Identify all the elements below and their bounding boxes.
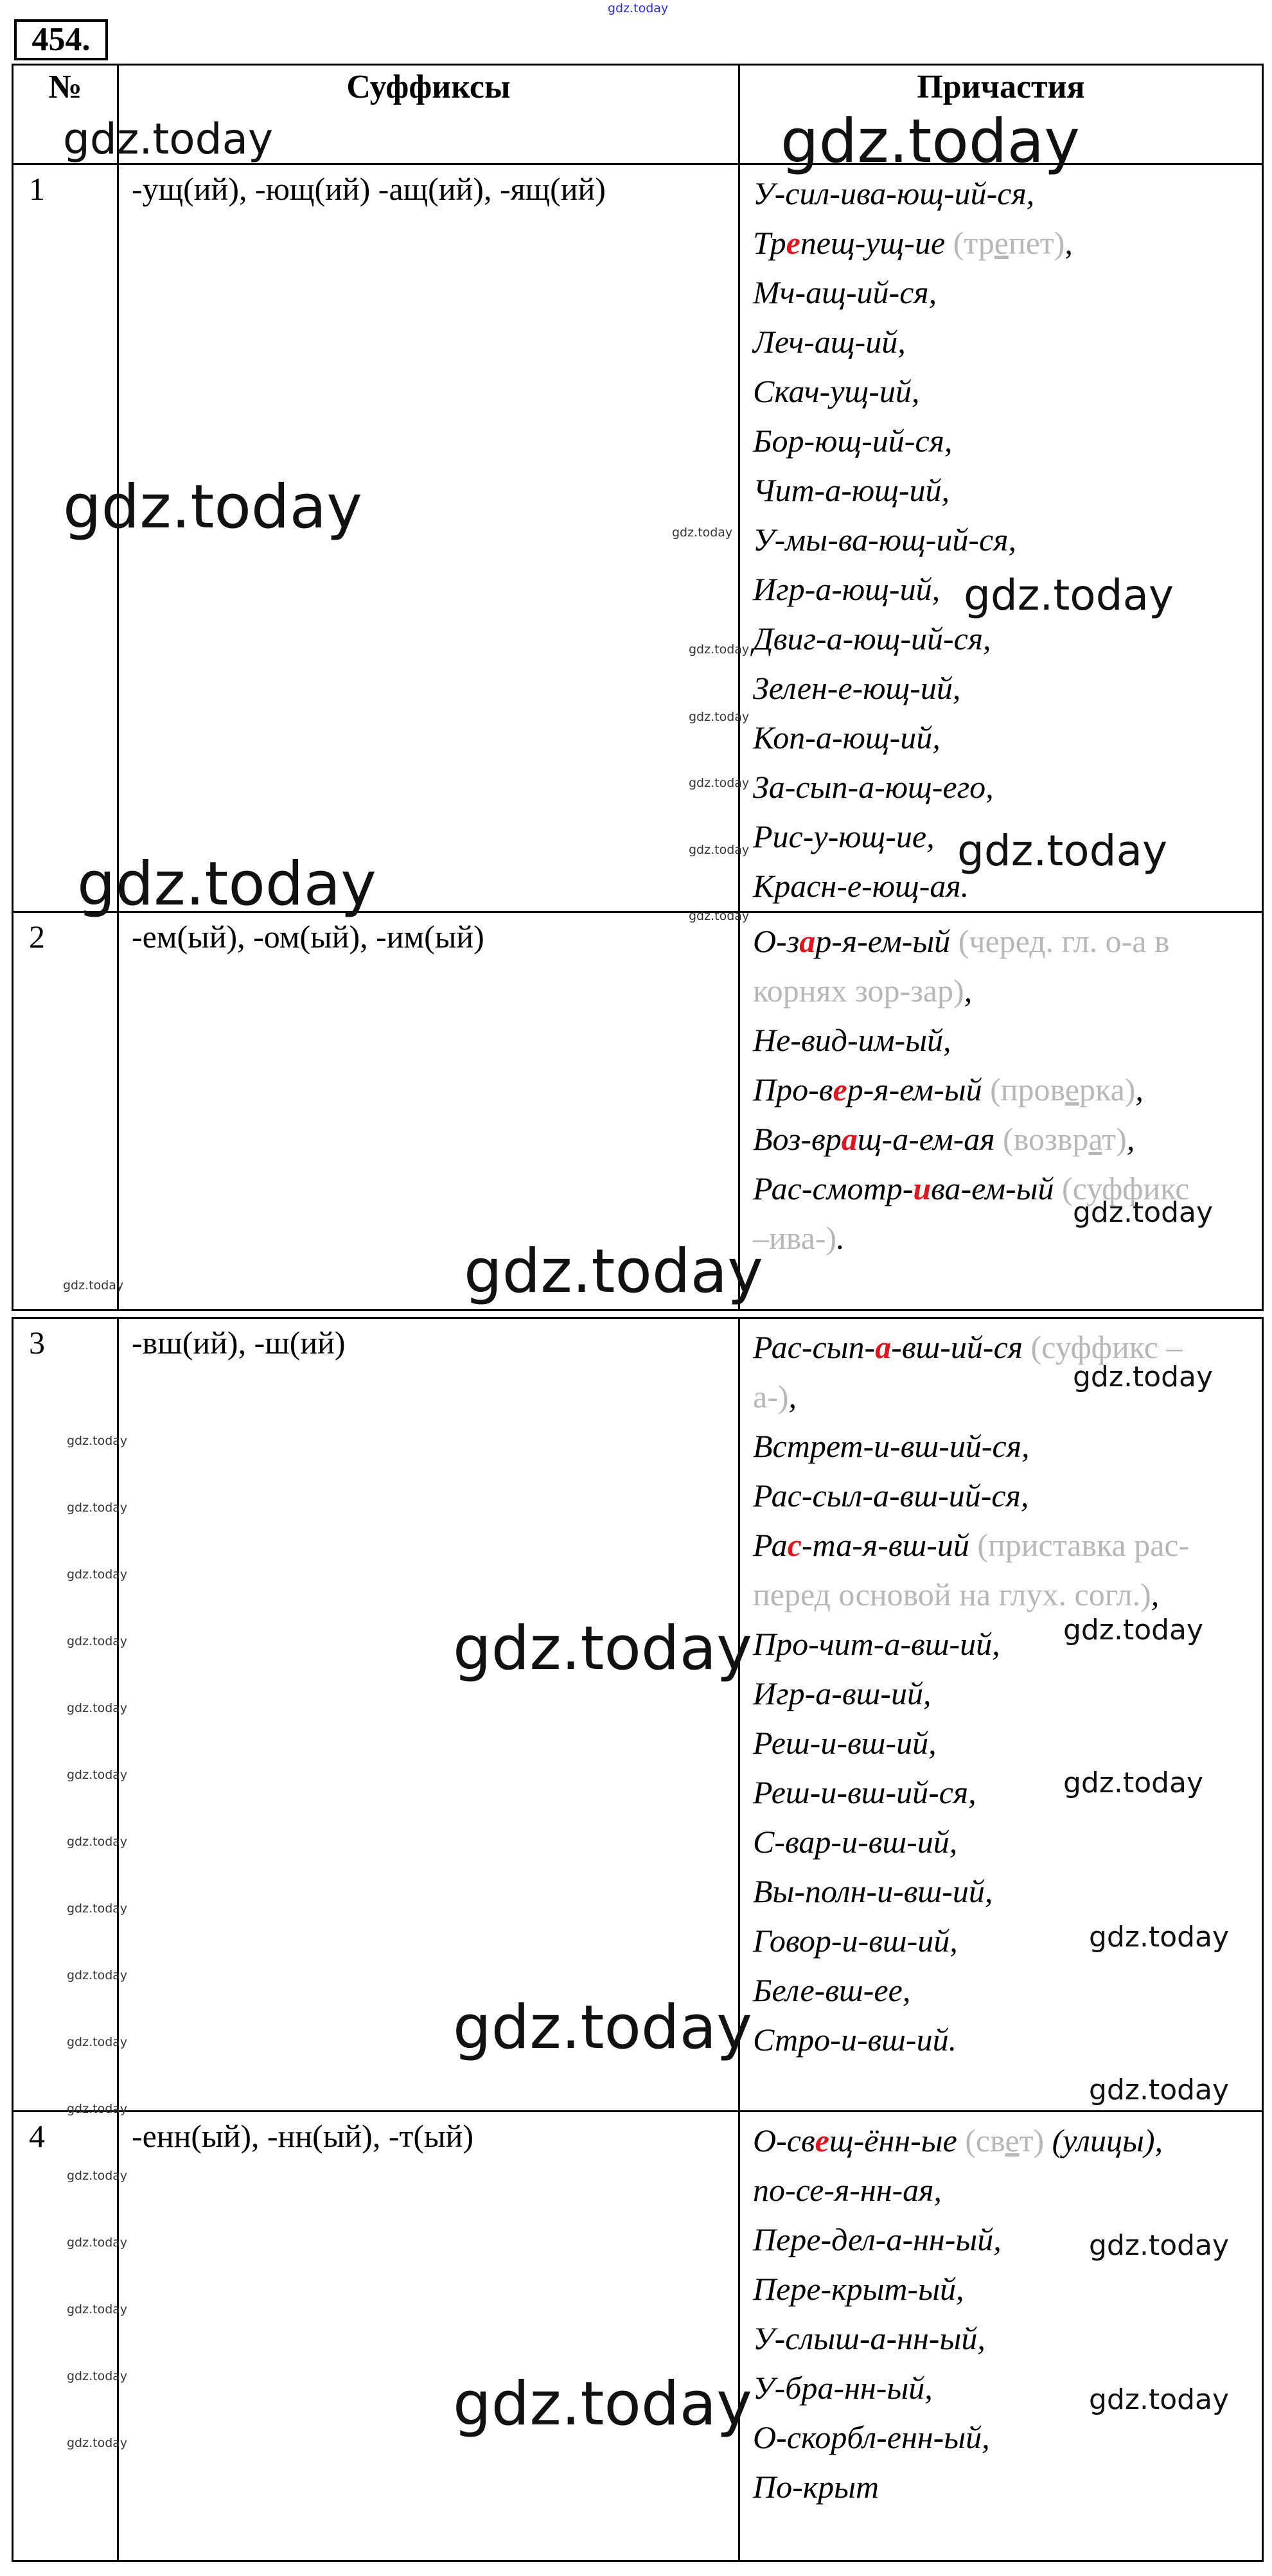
text-segment: Вы-полн-и-вш-ий, [753,1873,993,1909]
text-segment: Ра [753,1527,788,1563]
note-text: (св [965,2122,1005,2158]
watermark: gdz.today [67,1768,128,1782]
watermark: gdz.today [67,2035,128,2049]
participle-line [753,515,1255,565]
watermark: gdz.today [1063,1614,1204,1646]
text-segment: У-слыш-а-нн-ый, [753,2320,985,2356]
row-participles [739,912,1263,1310]
text-segment: Не-вид-им-ый, [753,1022,951,1058]
participle-line [753,1570,1255,1619]
text-segment: О-скорбл-енн-ый, [753,2419,990,2455]
participle-line [753,1521,1255,1570]
participle-line [753,367,1255,416]
text-segment: Игр-а-вш-ий, [753,1675,932,1711]
watermark: gdz.today [1089,2074,1230,2106]
participle-line [753,1669,1255,1718]
watermark: gdz.today [1073,1196,1214,1229]
participle-line [753,763,1255,812]
text-segment: Реш-и-вш-ий, [753,1725,937,1761]
watermark: gdz.today [689,642,750,657]
highlighted-letter: а [875,1329,892,1365]
exercise-number: 454. [14,19,108,60]
participle-line [753,2015,1255,2065]
participle-line [753,1065,1255,1115]
text-segment: (улицы), [1044,2122,1163,2158]
row-participles [739,164,1263,912]
watermark: gdz.today [67,1501,128,1515]
highlighted-letter: е [815,2122,829,2158]
participle-line [753,1422,1255,1471]
watermark: gdz.today [67,2436,128,2450]
watermark: gdz.today [63,1278,124,1292]
participle-line [753,416,1255,466]
text-segment: Рас-сып- [753,1329,876,1365]
watermark: gdz.today [689,909,750,923]
text-segment: Пере-крыт-ый, [753,2271,964,2307]
highlighted-letter: а [799,923,816,959]
note-text: (суффикс – [1030,1329,1183,1365]
participles-table-part-1 [12,64,1264,1311]
note-text: рка) [1079,1072,1136,1107]
text-segment: У-мы-ва-ющ-ий-ся, [753,522,1016,558]
text-segment: У-сил-ива-ющ-ий-ся, [753,175,1035,211]
watermark: gdz.today [77,849,376,919]
text-segment: , [1135,1072,1144,1107]
participle-line [753,664,1255,713]
watermark: gdz.today [67,1968,128,1982]
participle-line [753,1471,1255,1521]
text-segment: -вш-ий-ся [891,1329,1031,1365]
text-segment: Рас-смотр- [753,1170,914,1206]
row-suffixes: -енн(ый), -нн(ый), -т(ый) [118,2112,739,2561]
row-number: 1 [13,164,118,912]
participle-line [753,317,1255,367]
watermark: gdz.today [464,1237,763,1307]
text-segment: Скач-ущ-ий, [753,373,920,409]
note-text: корнях зор-зар) [753,973,964,1009]
note-text: е [1064,1072,1080,1107]
participle-line [753,966,1255,1016]
row-number: 2 [13,912,118,1310]
row-participles [739,2112,1263,2561]
note-text: (черед. гл. о-а в [958,923,1170,959]
text-segment: Коп-а-ющ-ий, [753,719,941,755]
row-participles [739,1318,1263,2112]
text-segment: , [964,973,973,1009]
participle-line [753,1817,1255,1867]
text-segment: Зелен-е-ющ-ий, [753,670,961,706]
participle-line [753,1115,1255,1164]
highlighted-letter: а [841,1121,858,1157]
text-segment: Игр-а-ющ-ий, [753,571,941,607]
note-text: а-) [753,1379,789,1415]
watermark: gdz.today [67,2236,128,2250]
text-segment: Бор-ющ-ий-ся, [753,423,953,459]
note-text: а [1088,1121,1102,1157]
note-text: т) [1102,1121,1127,1157]
participle-line [753,2314,1255,2363]
watermark: gdz.today [1073,1361,1214,1393]
highlighted-letter: и [913,1170,932,1206]
text-segment: Реш-и-вш-ий-ся, [753,1774,976,1810]
text-segment: ва-ем-ый [931,1170,1063,1206]
text-segment: Мч-ащ-ий-ся, [753,274,937,310]
watermark: gdz.today [67,1567,128,1582]
note-text: (тр [953,225,994,261]
watermark: gdz.today [67,1434,128,1448]
note-text: (суффикс [1062,1170,1190,1206]
participle-line [753,466,1255,515]
highlighted-letter: е [833,1072,847,1107]
participle-line [753,2264,1255,2314]
participle-line [753,1867,1255,1916]
watermark: gdz.today [67,1835,128,1849]
participle-line [753,2413,1255,2462]
row-suffixes: -ущ(ий), -ющ(ий) -ащ(ий), -ящ(ий) [118,164,739,912]
row-number: 4 [13,2112,118,2561]
note-text: –ива-) [753,1220,837,1256]
text-segment: О-з [753,923,800,959]
note-text: е [994,225,1009,261]
watermark: gdz.today [1089,2383,1230,2416]
participle-line [753,1966,1255,2015]
text-segment: по-се-я-нн-ая, [753,2172,942,2208]
participle-line [753,268,1255,317]
watermark: gdz.today [67,1901,128,1916]
text-segment: р-я-ем-ый [815,923,958,959]
watermark: gdz.today [1089,2229,1230,2262]
text-segment: Говор-и-вш-ий, [753,1923,958,1959]
watermark: gdz.today [453,1993,752,2063]
watermark: gdz.today [63,472,362,542]
text-segment: , [1064,225,1073,261]
watermark: gdz.today [689,843,750,857]
text-segment: О-св [753,2122,815,2158]
text-segment: -та-я-вш-ий [801,1527,978,1563]
text-segment: Стро-и-вш-ий. [753,2022,957,2058]
participle-line [753,917,1255,966]
text-segment: Про-чит-а-вш-ий, [753,1626,1000,1662]
participle-line [753,1718,1255,1768]
participle-line [753,614,1255,664]
watermark: gdz.today [453,2369,752,2439]
text-segment: , [788,1379,797,1415]
watermark: gdz.today [453,1614,752,1684]
text-segment: щ-а-ем-ая [857,1121,1003,1157]
watermark: gdz.today [67,2302,128,2316]
watermark: gdz.today [964,570,1174,620]
watermark: gdz.today [689,776,750,790]
participle-line [753,1016,1255,1065]
watermark: gdz.today [67,1634,128,1648]
highlighted-letter: с [787,1527,802,1563]
text-segment: Беле-вш-ее, [753,1972,911,2008]
row-number: 3 [13,1318,118,2112]
text-segment: , [1151,1576,1160,1612]
highlighted-letter: е [786,225,800,261]
watermark: gdz.today [67,2369,128,2383]
text-segment: , [1126,1121,1135,1157]
text-segment: Чит-а-ющ-ий, [753,472,950,508]
participle-line [753,218,1255,268]
text-segment: У-бра-нн-ый, [753,2370,933,2406]
note-text: (приставка рас- [977,1527,1190,1563]
header-number: № [13,65,118,164]
row-suffixes: -вш(ий), -ш(ий) [118,1318,739,2112]
text-segment: По-крыт [753,2469,879,2505]
text-segment: . [836,1220,845,1256]
watermark: gdz.today [957,826,1168,876]
text-segment: щ-ённ-ые [829,2122,966,2158]
text-segment: С-вар-и-вш-ий, [753,1824,958,1860]
note-text: перед основой на глух. согл.) [753,1576,1151,1612]
text-segment: За-сып-а-ющ-его, [753,769,994,805]
watermark: gdz.today [67,1701,128,1715]
watermark: gdz.today [1063,1767,1204,1799]
header-participles: Причастия [739,65,1263,164]
header-suffixes: Суффиксы [118,65,739,164]
text-segment: Леч-ащ-ий, [753,324,906,360]
text-segment: Красн-е-ющ-ая. [753,868,969,904]
participle-line [753,713,1255,763]
note-text: т) [1019,2122,1045,2158]
text-segment: Тр [753,225,786,261]
participle-line [753,2116,1255,2166]
watermark: gdz.today [1089,1921,1230,1954]
text-segment: Пере-дел-а-нн-ый, [753,2221,1002,2257]
table-row [13,2112,1263,2561]
watermark: gdz.today [67,2102,128,2116]
text-segment: Встрет-и-вш-ий-ся, [753,1428,1030,1464]
watermark: gdz.today [689,710,750,724]
watermark: gdz.today [781,107,1080,177]
watermark: gdz.today [672,525,733,540]
note-text: (возвр [1003,1121,1089,1157]
watermark-top: gdz.today [608,1,669,15]
watermark: gdz.today [67,2169,128,2183]
text-segment: Про-в [753,1072,833,1107]
row-suffixes: -ем(ый), -ом(ый), -им(ый) [118,912,739,1310]
note-text: (пров [990,1072,1065,1107]
participle-line [753,2462,1255,2512]
text-segment: Двиг-а-ющ-ий-ся, [753,621,991,657]
text-segment: р-я-ем-ый [847,1072,991,1107]
note-text: пет) [1008,225,1065,261]
text-segment: Рис-у-ющ-ие, [753,818,935,854]
watermark: gdz.today [63,114,274,164]
text-segment: Рас-сыл-а-вш-ий-ся, [753,1478,1029,1513]
text-segment: пещ-ущ-ие [800,225,953,261]
note-text: е [1005,2122,1020,2158]
text-segment: Воз-вр [753,1121,842,1157]
participle-line [753,2166,1255,2215]
